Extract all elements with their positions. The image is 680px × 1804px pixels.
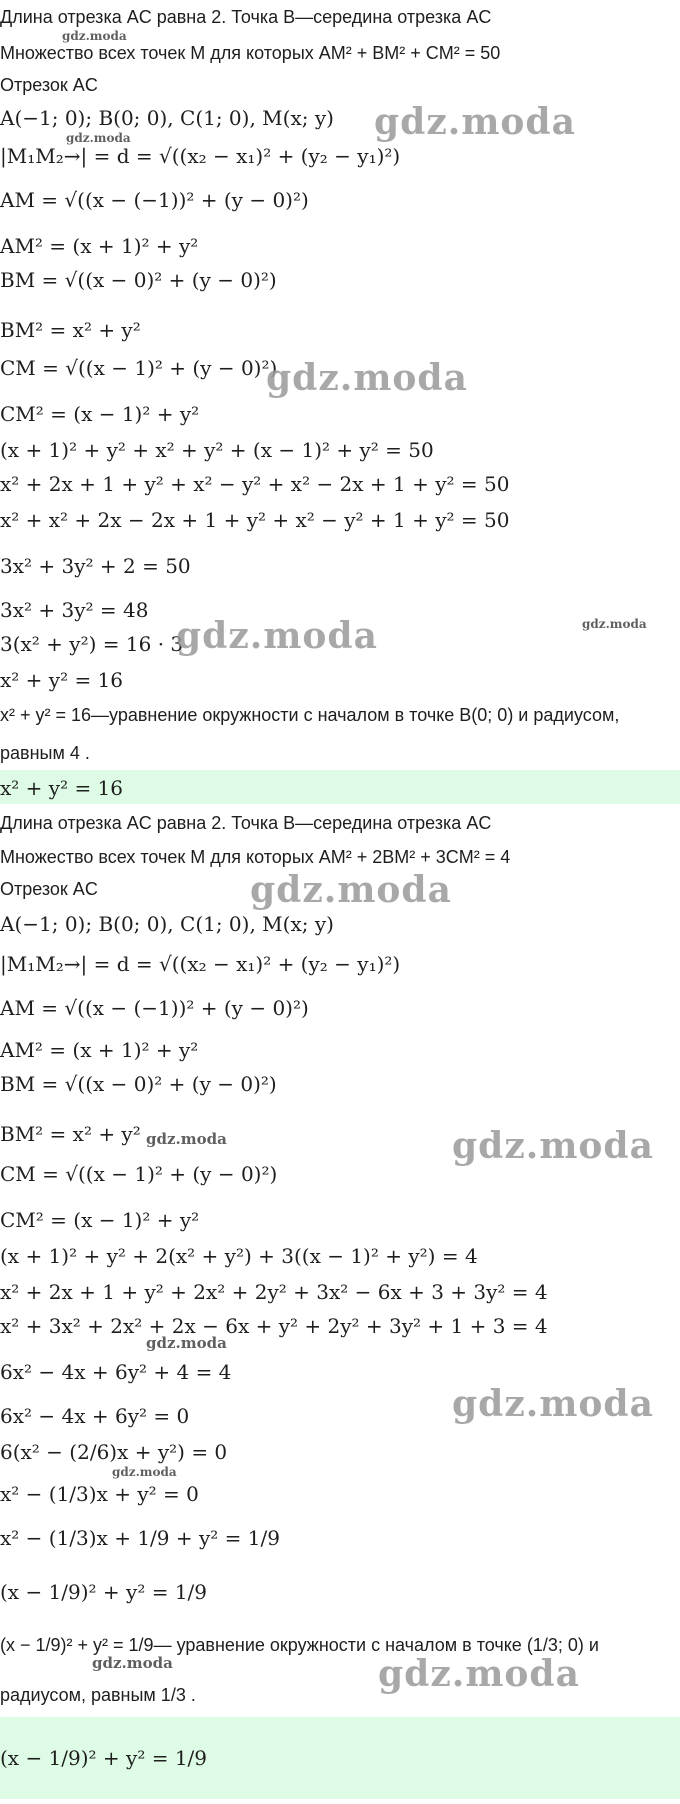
watermark: gdz.moda [176, 615, 378, 657]
equation-step: (x − 1/9)² + y² = 1/9 [0, 1580, 208, 1604]
cm-squared: CM² = (x − 1)² + y² [0, 402, 200, 426]
problem-statement: Длина отрезка AC равна 2. Точка B—середина отрезка AC [0, 7, 492, 27]
answer-1: x² + y² = 16 [0, 776, 124, 800]
conclusion: x² + y² = 16—уравнение окружности с началом в точке B(0; 0) и радиусом, [0, 705, 620, 725]
watermark: gdz.moda [62, 29, 127, 43]
watermark: gdz.moda [92, 1654, 173, 1672]
equation-step: 6x² − 4x + 6y² + 4 = 4 [0, 1360, 232, 1384]
equation-step: x² + 2x + 1 + y² + 2x² + 2y² + 3x² − 6x + 3 + 3y² = 4 [0, 1280, 548, 1304]
segment-label: Отрезок AC [0, 879, 98, 899]
watermark: gdz.moda [266, 357, 468, 399]
watermark: gdz.moda [378, 1653, 580, 1695]
equation-step: (x + 1)² + y² + 2(x² + y²) + 3((x − 1)² + y²) = 4 [0, 1244, 478, 1268]
bm-squared: BM² = x² + y² [0, 1122, 141, 1146]
am-formula: AM = √((x − (−1))² + (y − 0)²) [0, 996, 309, 1020]
problem-statement: Длина отрезка AC равна 2. Точка B—середина отрезка AC [0, 813, 492, 833]
distance-formula: |M₁M₂→| = d = √((x₂ − x₁)² + (y₂ − y₁)²) [0, 144, 401, 168]
points-coordinates: A(−1; 0); B(0; 0), C(1; 0), M(x; y) [0, 912, 334, 936]
cm-squared: CM² = (x − 1)² + y² [0, 1208, 200, 1232]
bm-squared: BM² = x² + y² [0, 318, 141, 342]
equation-step: 3x² + 3y² + 2 = 50 [0, 554, 191, 578]
watermark: gdz.moda [112, 1465, 177, 1479]
watermark: gdz.moda [452, 1383, 654, 1425]
equation-step: 3(x² + y²) = 16 · 3 [0, 632, 184, 656]
watermark: gdz.moda [66, 131, 131, 145]
equation-step: (x + 1)² + y² + x² + y² + (x − 1)² + y² = 50 [0, 438, 434, 462]
equation-step: 3x² + 3y² = 48 [0, 598, 149, 622]
conclusion-cont: радиусом, равным 1/3 . [0, 1685, 196, 1705]
equation-step: x² + x² + 2x − 2x + 1 + y² + x² − y² + 1 + y² = 50 [0, 508, 510, 532]
bm-formula: BM = √((x − 0)² + (y − 0)²) [0, 1072, 277, 1096]
cm-formula: CM = √((x − 1)² + (y − 0)²) [0, 1162, 278, 1186]
am-squared: AM² = (x + 1)² + y² [0, 234, 199, 258]
distance-formula: |M₁M₂→| = d = √((x₂ − x₁)² + (y₂ − y₁)²) [0, 952, 401, 976]
watermark: gdz.moda [146, 1130, 227, 1148]
conclusion-cont: равным 4 . [0, 743, 90, 763]
watermark: gdz.moda [250, 869, 452, 911]
equation-step: x² + y² = 16 [0, 668, 124, 692]
watermark: gdz.moda [146, 1334, 227, 1352]
conclusion: (x − 1/9)² + y² = 1/9— уравнение окружности с началом в точке (1/3; 0) и [0, 1635, 599, 1655]
equation-step: 6x² − 4x + 6y² = 0 [0, 1404, 190, 1428]
equation-step: x² − (1/3)x + 1/9 + y² = 1/9 [0, 1526, 280, 1550]
watermark: gdz.moda [374, 101, 576, 143]
bm-formula: BM = √((x − 0)² + (y − 0)²) [0, 268, 277, 292]
answer-2: (x − 1/9)² + y² = 1/9 [0, 1746, 208, 1770]
cm-formula: CM = √((x − 1)² + (y − 0)²) [0, 356, 278, 380]
am-squared: AM² = (x + 1)² + y² [0, 1038, 199, 1062]
equation-step: x² + 3x² + 2x² + 2x − 6x + y² + 2y² + 3y² + 1 + 3 = 4 [0, 1314, 548, 1338]
equation-step: x² + 2x + 1 + y² + x² − y² + x² − 2x + 1 + y² = 50 [0, 472, 510, 496]
watermark: gdz.moda [582, 617, 647, 631]
segment-label: Отрезок AC [0, 75, 98, 95]
equation-step: x² − (1/3)x + y² = 0 [0, 1482, 199, 1506]
watermark: gdz.moda [452, 1125, 654, 1167]
problem-condition: Множество всех точек M для которых AM² + 2BM² + 3CM² = 4 [0, 847, 511, 867]
am-formula: AM = √((x − (−1))² + (y − 0)²) [0, 188, 309, 212]
points-coordinates: A(−1; 0); B(0; 0), C(1; 0), M(x; y) [0, 106, 334, 130]
equation-step: 6(x² − (2/6)x + y²) = 0 [0, 1440, 228, 1464]
problem-condition: Множество всех точек M для которых AM² + BM² + CM² = 50 [0, 43, 501, 63]
